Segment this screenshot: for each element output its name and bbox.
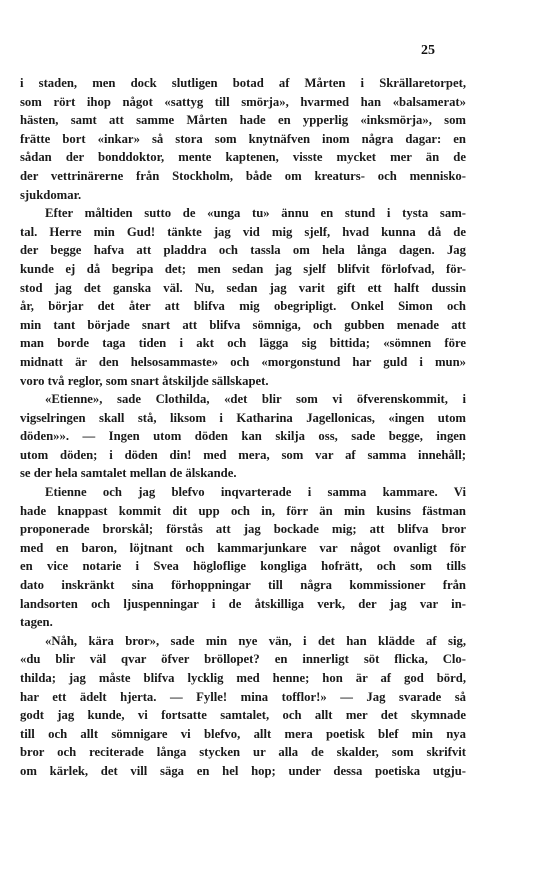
text-line: med en baron, löjtnant och kammarjunkare var något ovanligt för <box>20 540 466 555</box>
text-line: hade knappast kommit dit upp och in, förr än min kusins fästman <box>20 503 466 518</box>
text-line: hästen, samt att samme Mårten hade en ypperlig «inksmörja», som <box>20 113 466 128</box>
text-line: kunde ej då begripa det; men sedan jag sjelf blifvit förlofvad, för- <box>20 261 466 276</box>
text-line: der vettrinärerne från Stockholm, både om kreaturs- och mennisko- <box>20 168 466 183</box>
text-line: dato inskränkt sina förhoppningar till några kommissioner från <box>20 578 466 593</box>
text-line: sjukdomar. <box>20 187 82 202</box>
text-line: döden»». — Ingen utom döden kan skilja oss, sade begge, ingen <box>20 429 466 444</box>
text-line: Etienne och jag blefvo inqvarterade i samma kammare. Vi <box>45 485 466 500</box>
text-line: voro två reglor, som snart åtskiljde sällskapet. <box>20 373 269 388</box>
text-line: bror och reciterade långa stycken ur alla de skalder, som skrifvit <box>20 745 466 760</box>
text-line: vigselringen skall stå, liksom i Katharina Jagellonicas, «ingen utom <box>20 410 466 425</box>
text-line: Efter måltiden sutto de «unga tu» ännu en stund i tysta sam- <box>45 206 466 221</box>
page-number: 25 <box>421 43 435 58</box>
text-line: se der hela samtalet mellan de älskande. <box>20 466 237 481</box>
text-line: «Etienne», sade Clothilda, «det blir som vi öfverenskommit, i <box>45 392 466 407</box>
body-text <box>20 74 466 781</box>
text-line: godt jag kunde, vi fortsatte samtalet, och allt mer det skymnade <box>20 708 466 723</box>
text-line: som rört ihop något «sattyg till smörja», hvarmed han «balsamerat» <box>20 94 466 109</box>
text-line: stod jag det ganska väl. Nu, sedan jag varit gift ett halft dussin <box>20 280 466 295</box>
text-line: proponerade brorskål; förstås att jag bockade mig; att blifva bror <box>20 522 466 537</box>
text-line: «du blir väl qvar öfver bröllopet? en innerligt söt flicka, Clo- <box>20 652 466 667</box>
text-line: frätte bort «inkar» så stora som knytnäfven inom några dagar: en <box>20 131 466 146</box>
text-line: har ett ädelt hjerta. — Fylle! mina tofflor!» — Jag svarade så <box>20 689 466 704</box>
text-line: tagen. <box>20 615 53 630</box>
text-line: sådan der bonddoktor, mente kaptenen, visste mycket mer än de <box>20 150 466 165</box>
text-line: midnatt är den helsosammaste» och «morgonstund har guld i mun» <box>20 354 466 369</box>
text-line: i staden, men dock slutligen botad af Mårten i Skrällaretorpet, <box>20 76 466 90</box>
text-line: «Nåh, kära bror», sade min nye vän, i det han klädde af sig, <box>45 633 466 648</box>
text-line: min tant började snart att blifva sömniga, och gubben menade att <box>20 317 466 332</box>
text-line: man borde taga tiden i akt och lägga sig bittida; «sömnen före <box>20 336 466 351</box>
text-line: der begge hafva att pladdra och tassla om hela långa dagen. Jag <box>20 243 466 258</box>
text-line: tal. Herre min Gud! tänkte jag vid mig sjelf, hvad kunna då de <box>20 224 466 239</box>
text-line: till och allt sömnigare vi blefvo, allt mera poetisk blef min nya <box>20 726 466 741</box>
text-line: år, börjar det åter att blifva mig obegripligt. Onkel Simon och <box>20 299 466 314</box>
text-line: thilda; jag måste blifva lycklig med henne; hon är af god börd, <box>20 671 466 685</box>
text-line: om kärlek, det vill säga en hel hop; under dessa poetiska utgju- <box>20 763 466 778</box>
text-line: utom döden; i döden din! med mera, som var af samma innehåll; <box>20 447 466 462</box>
text-line: landsorten och ljuspenningar i de åtskilliga verk, der jag var in- <box>20 596 466 611</box>
text-line: en vice notarie i Svea högloflige kongliga hofrätt, och som tills <box>20 559 466 574</box>
